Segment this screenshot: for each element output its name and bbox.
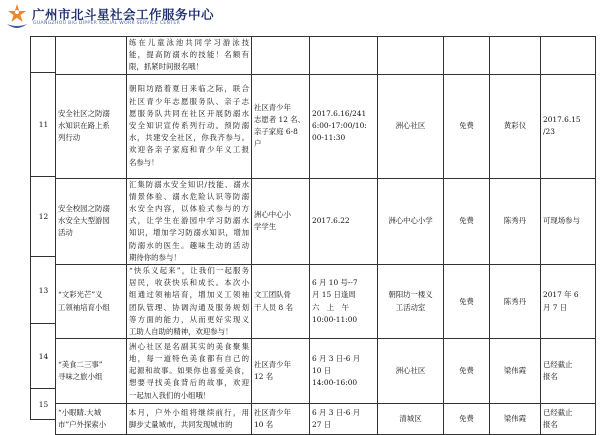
activity-description-line: 水安全内容，以体验式参与的方: [129, 204, 249, 214]
activity-time-line: 10:00-11:00: [312, 314, 358, 324]
row-number: 11: [31, 73, 56, 177]
activity-description-line: 本月，户外小组将继续前行，用: [129, 408, 249, 418]
activity-description: [127, 74, 252, 178]
activity-description-line: 一起加入我们的小组哦！: [129, 390, 211, 400]
activity-description-line: 地，每一道特色美食都有自己的: [129, 353, 249, 363]
activity-place-line: 工活动室: [395, 302, 426, 312]
activity-target-line: 社区青少年: [254, 360, 291, 370]
activity-name: [56, 178, 127, 264]
activity-place-line: 洲心社区: [395, 366, 426, 376]
activity-description-line: 起源和故事。如果你也喜爱美食，: [129, 366, 249, 376]
table-row: [56, 339, 596, 404]
activity-note-line: 2017 年 6: [543, 290, 579, 300]
activity-place: [378, 404, 444, 435]
activity-name-line: 安全校园之防溺: [58, 204, 110, 214]
table-row: [56, 265, 596, 339]
activity-note-line: 2017.6.15: [543, 114, 581, 124]
activity-time-line: 2017.6.16/241: [312, 108, 367, 118]
activity-target: [252, 37, 310, 75]
activity-note: [541, 404, 596, 435]
activity-contact: 梁伟霞: [490, 339, 541, 404]
activity-description: [127, 404, 252, 435]
activity-time-line: 00-11:30: [312, 133, 346, 143]
activity-place: [378, 265, 444, 339]
activity-description-line: 脚步丈量城市，共同发现城市的: [129, 420, 233, 430]
table-body: [56, 37, 596, 435]
activity-note-line: 已经截止: [543, 360, 573, 370]
activity-fee: 免费: [444, 339, 490, 404]
activity-target-line: 洲心中心小: [254, 210, 291, 220]
activity-description-line: 朝阳坊踏着夏日来临之际，联合: [129, 84, 249, 94]
activity-time: [310, 37, 378, 75]
activity-table: [55, 36, 596, 435]
activity-name-line: 列行动: [58, 133, 81, 143]
activity-name-line: “美食二三事”: [58, 360, 103, 370]
activity-target: [252, 265, 310, 339]
org-name-cn: 广州市北斗星社会工作服务中心: [32, 7, 215, 22]
activity-name-line: 工领袖培育小组: [58, 302, 110, 312]
activity-note-line: 可现场参与: [543, 216, 580, 226]
activity-time-line: 27 日: [312, 420, 332, 430]
activity-description-line: 洲心社区是名副其实的美食聚集: [129, 341, 249, 351]
activity-description-line: 工助人自助的精神，欢迎参与！: [129, 327, 233, 337]
activity-time-line: 6 月 3 日-6 月: [312, 408, 361, 418]
activity-name-line: 水知识在路上系: [58, 121, 110, 130]
org-name-en: GUANGZHOU BIG DIPPER SOCIAL WORK SERVICE CENTER: [33, 21, 181, 26]
activity-note-line: 报名: [543, 372, 558, 382]
activity-fee: 免费: [444, 178, 490, 264]
activity-note: [541, 339, 596, 404]
activity-description-line: 练在儿童泳池共同学习游泳技: [129, 38, 249, 47]
activity-note: [541, 37, 596, 75]
activity-note-line: 月 7 日: [543, 302, 568, 312]
table-row: [56, 74, 596, 178]
activity-description-line: “快乐义起来”，让我们一起服务: [129, 266, 249, 276]
activity-time-line: 14:00-16:00: [312, 378, 358, 388]
activity-target-line: 12 名: [254, 372, 274, 382]
activity-note: [541, 265, 596, 339]
activity-time: [310, 178, 378, 264]
page-header: [0, 0, 600, 36]
activity-name: [56, 265, 127, 339]
activity-description: [127, 178, 252, 264]
table-row: [56, 178, 596, 264]
activity-description: [127, 37, 252, 75]
activity-description-line: 能，提高防溺水的技能！名额有: [129, 50, 249, 60]
activity-description-line: 欢迎各亲子家庭和青少年义工报: [129, 145, 249, 155]
activity-time-line: 10 日: [312, 366, 332, 376]
activity-fee: 免费: [444, 265, 490, 339]
activity-description-line: 汇集防溺水安全知识/技能、溺水: [129, 179, 249, 189]
activity-note: [541, 178, 596, 264]
row-number: [31, 37, 56, 73]
activity-target: [252, 339, 310, 404]
activity-time-line: 6 月 10 号--7: [312, 278, 358, 288]
activity-target-line: 亲子家庭 6-8: [254, 127, 298, 137]
activity-description-line: 期待你的参与！: [129, 252, 181, 262]
activity-fee: [444, 37, 490, 75]
activity-target-line: 志愿者 12 名、: [254, 114, 306, 124]
activity-place: [378, 37, 444, 75]
activity-time: [310, 339, 378, 404]
activity-target: [252, 404, 310, 435]
activity-description-line: 组通过领袖培育，增加义工领袖: [129, 290, 249, 300]
activity-place-line: 洲心中心小学: [388, 216, 433, 226]
row-number: 13: [31, 257, 56, 324]
table-row: [56, 404, 596, 435]
table-row: [56, 37, 596, 75]
activity-name-line: 安全社区之防溺: [58, 108, 110, 118]
activity-contact: 黄彩仪: [490, 74, 541, 178]
row-number: 12: [31, 177, 56, 257]
activity-place: [378, 339, 444, 404]
activity-contact: [490, 37, 541, 75]
activity-place: [378, 74, 444, 178]
activity-description-line: 想要寻找美食背后的故事，欢迎: [129, 378, 249, 388]
activity-contact: 梁伟霞: [490, 404, 541, 435]
activity-target-line: 10 名: [254, 420, 274, 430]
activity-description: [127, 339, 252, 404]
activity-contact: 陈秀丹: [490, 265, 541, 339]
activity-target-line: 社区青少年: [254, 102, 291, 112]
row-number: 14: [31, 324, 56, 389]
activity-description-line: 情景体验、溺水危险认识等防溺: [129, 191, 249, 201]
activity-name-line: 水安全大型游园: [58, 216, 110, 226]
activity-time-line: 月 15 日逢周: [312, 290, 356, 300]
activity-time-line: 6 月 3 日-6 月: [312, 353, 361, 363]
activity-contact: 陈秀丹: [490, 178, 541, 264]
row-number-column: [30, 36, 56, 420]
activity-target-line: 文工团队骨: [254, 290, 291, 300]
activity-target-line: 社区青少年: [254, 408, 291, 418]
activity-target-line: 干人员 8 名: [254, 302, 293, 312]
activity-description-line: 水，共建安全社区，你我齐参与。: [129, 133, 249, 143]
activity-time-line: 6:00-17:00/10:: [312, 121, 367, 130]
activity-note-line: 已经截止: [543, 408, 573, 418]
activity-name: [56, 37, 127, 75]
activity-name: [56, 404, 127, 435]
activity-name-line: “文彩光芒”义: [58, 290, 103, 300]
activity-name-line: 市”户外探索小: [58, 420, 107, 430]
activity-place: [378, 178, 444, 264]
activity-time: [310, 265, 378, 339]
activity-description-line: 防溺水的医生。趣味生动的活动: [129, 240, 249, 250]
activity-name: [56, 339, 127, 404]
activity-target-line: 学学生: [254, 222, 277, 232]
activity-description-line: 愿服务队共同在社区开展防溺水: [129, 108, 249, 118]
activity-time: [310, 404, 378, 435]
activity-description-line: 限，抓紧时间报名哦！: [129, 62, 203, 72]
activity-note-line: /23: [543, 127, 555, 137]
activity-time: [310, 74, 378, 178]
activity-target: [252, 178, 310, 264]
activity-note-line: 报名: [543, 420, 558, 430]
activity-description-line: 居民，收获快乐和成长。本次小: [129, 278, 249, 288]
activity-place-line: 清城区: [399, 414, 422, 424]
activity-description-line: 安全知识宣传系列行动。预防溺: [129, 121, 249, 130]
activity-place-line: 洲心社区: [395, 121, 426, 130]
activity-name-line: “小眼睛.大城: [58, 408, 102, 418]
activity-description-line: 等方面的能力，从而更好实现义: [129, 314, 249, 324]
activity-time-line: 2017.6.22: [312, 216, 350, 226]
activity-name-line: 活动: [58, 228, 73, 238]
activity-description-line: 名参与！: [129, 157, 159, 167]
activity-description-line: 知识，增加学习防溺水知识，增加: [129, 228, 249, 238]
activity-name-line: 寻味之旅小组: [58, 372, 103, 382]
activity-description-line: 式，让学生在游园中学习防溺水: [129, 216, 249, 226]
activity-fee: 免费: [444, 74, 490, 178]
activity-name: [56, 74, 127, 178]
activity-time-line: 六 上 午: [312, 302, 349, 312]
activity-description-line: 团队管理、协调沟通及服务规划: [129, 302, 249, 312]
activity-place-line: 朝阳坊一楼义: [388, 290, 433, 300]
activity-target-line: 户: [254, 139, 262, 149]
activity-description: [127, 265, 252, 339]
activity-fee: 免费: [444, 404, 490, 435]
activity-description-line: 社区青少年志愿服务队、亲子志: [129, 96, 249, 106]
row-number: 15: [31, 389, 56, 420]
logo-icon: [4, 2, 30, 32]
activity-target: [252, 74, 310, 178]
activity-note: [541, 74, 596, 178]
